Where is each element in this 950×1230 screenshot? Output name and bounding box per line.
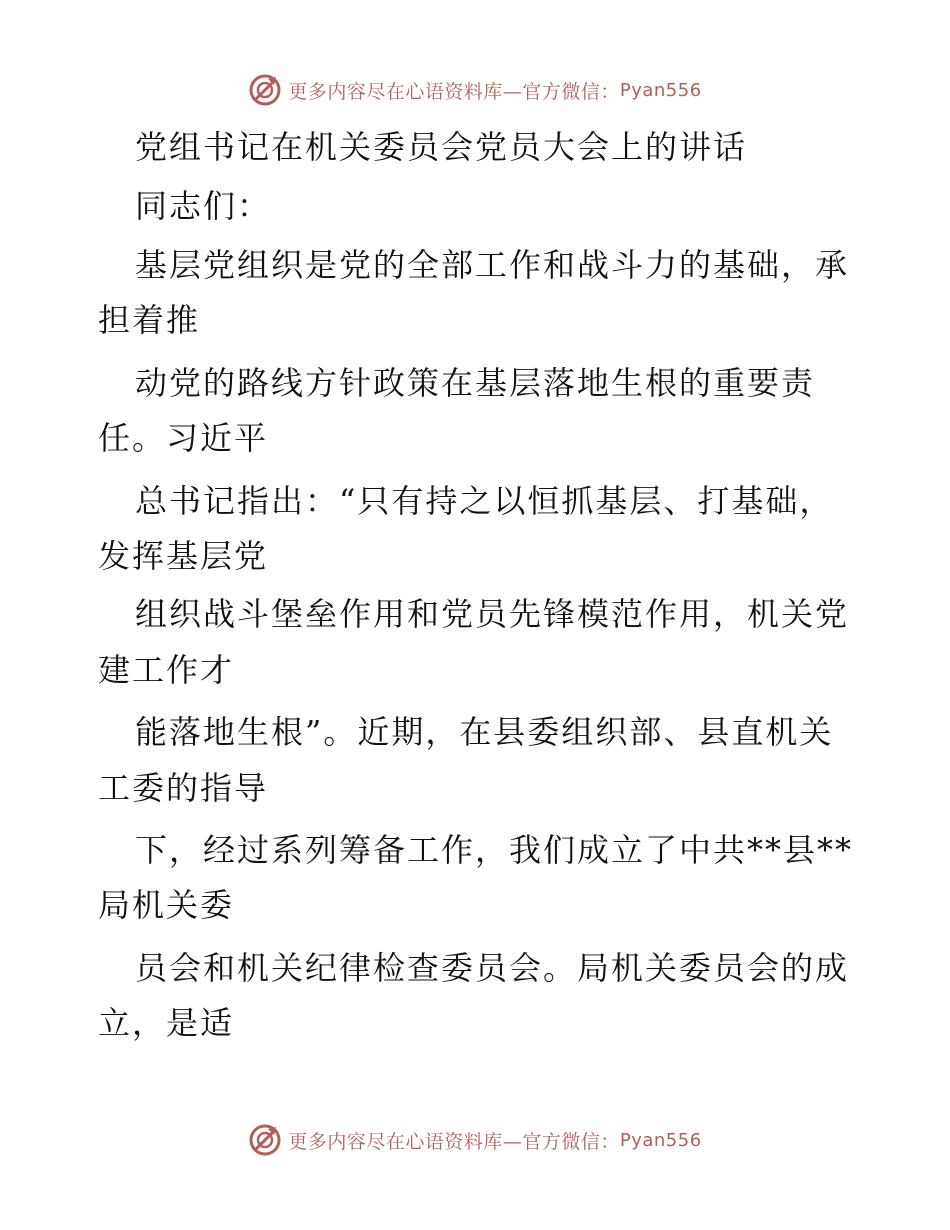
- paragraph-line: 员会和机关纪律检查委员会。局机关委员会的成: [135, 949, 850, 987]
- paragraph-line: 发挥基层党: [98, 537, 269, 575]
- watermark-text: 更多内容尽在心语资料库—官方微信：: [288, 80, 620, 103]
- footer-watermark: [0, 1120, 950, 1160]
- paragraph-line: 组织战斗堡垒作用和党员先锋模范作用，机关党: [135, 595, 850, 633]
- paragraph-line: 建工作才: [98, 651, 235, 689]
- paragraph-line: 下，经过系列筹备工作，我们成立了中共**县**: [135, 831, 854, 869]
- paragraph-line: 任。习近平: [98, 419, 269, 457]
- paragraph-line: 局机关委: [98, 886, 235, 924]
- brush-seal-icon: [248, 1123, 282, 1157]
- paragraph-line: 立，是适: [98, 1004, 235, 1042]
- watermark-text: 更多内容尽在心语资料库—官方微信：: [288, 1130, 620, 1153]
- paragraph-line: 担着推: [98, 301, 201, 339]
- salutation: 同志们：: [135, 187, 272, 225]
- watermark-wechat-id: Pyan556: [619, 1129, 702, 1151]
- watermark-wechat-id: Pyan556: [619, 79, 702, 101]
- paragraph-line: 工委的指导: [98, 769, 269, 807]
- paragraph-line: 基层党组织是党的全部工作和战斗力的基础，承: [135, 246, 850, 284]
- brush-seal-icon: [248, 73, 282, 107]
- paragraph-line: 动党的路线方针政策在基层落地生根的重要责: [135, 364, 816, 402]
- paragraph-line: 能落地生根”。近期，在县委组织部、县直机关: [135, 713, 834, 751]
- document-title: 党组书记在机关委员会党员大会上的讲话: [135, 128, 748, 166]
- paragraph-line: 总书记指出：“只有持之以恒抓基层、打基础，: [135, 482, 834, 520]
- header-watermark: [0, 70, 950, 110]
